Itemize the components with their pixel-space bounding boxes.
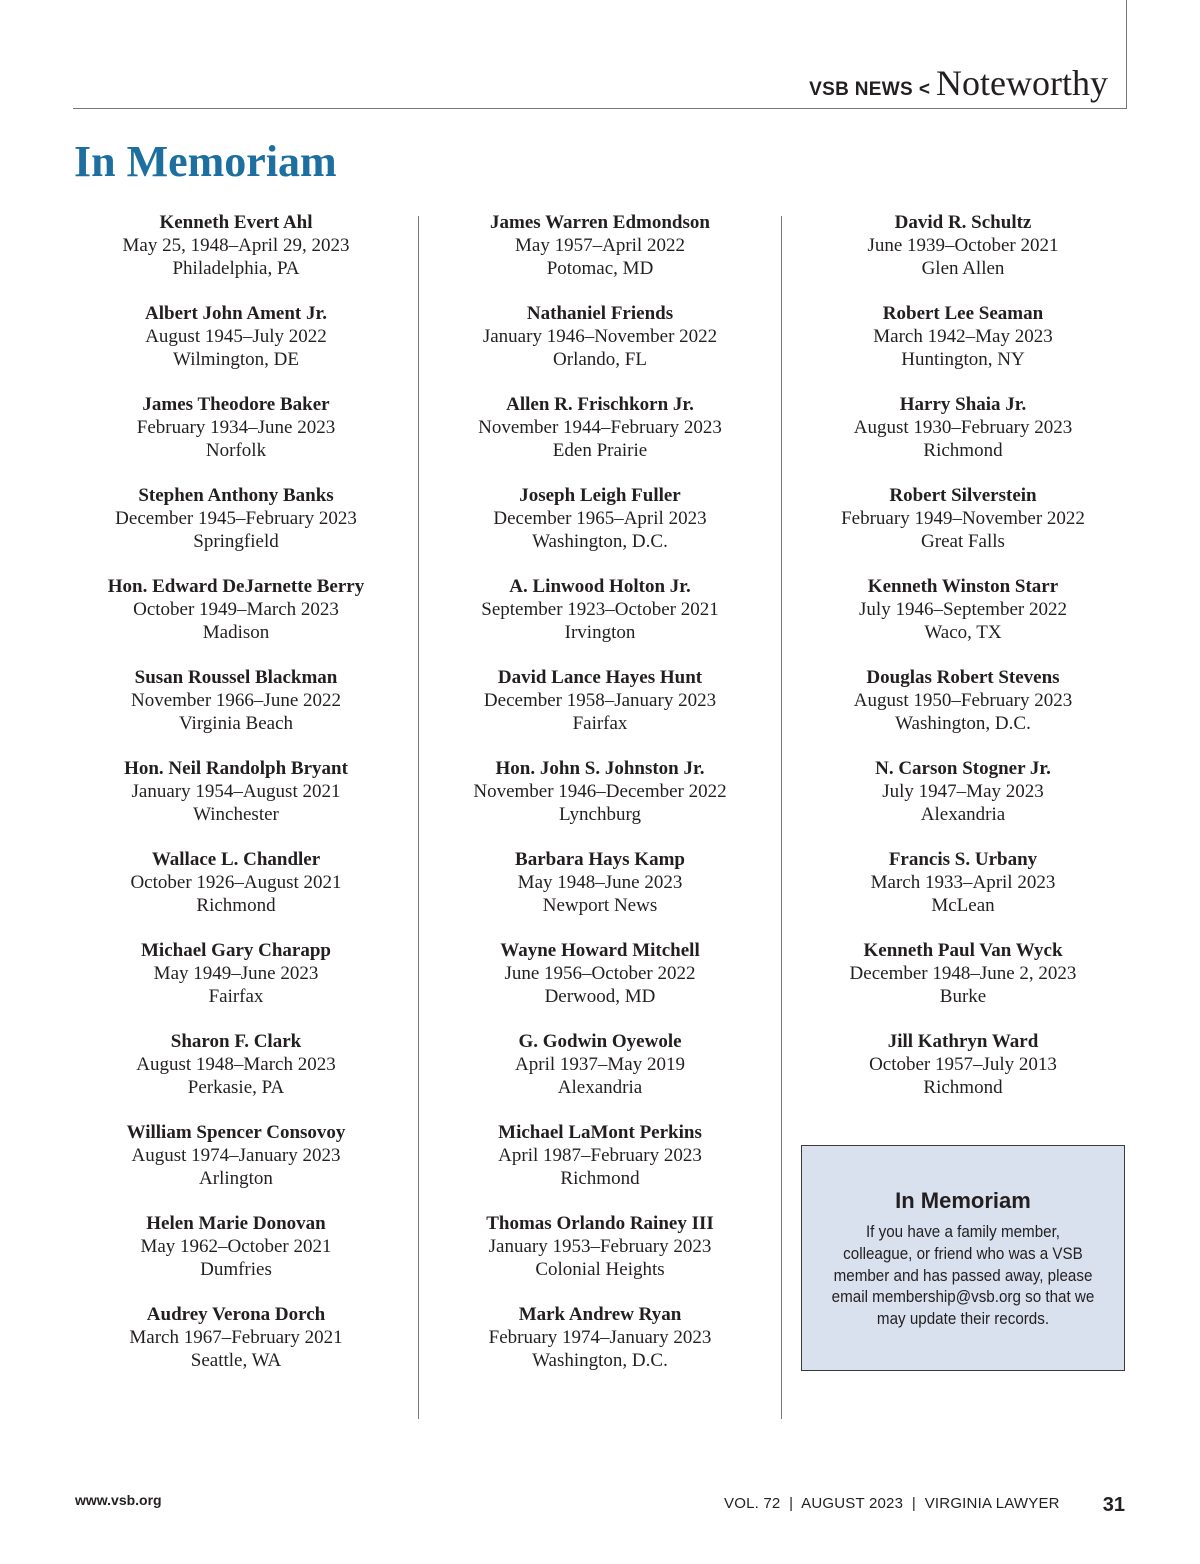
header-horizontal-rule <box>73 108 1127 109</box>
obituary-name: Sharon F. Clark <box>170 1031 302 1052</box>
obituary-name: David R. Schultz <box>894 212 1032 233</box>
obituary-place: Burke <box>939 985 987 1007</box>
obituary-dates: February 1949–November 2022 <box>841 507 1085 529</box>
obituary-name: Kenneth Evert Ahl <box>159 212 313 233</box>
obituary-place: Norfolk <box>205 439 267 461</box>
obituary-place: Colonial Heights <box>535 1258 665 1280</box>
obituary-name: Hon. Neil Randolph Bryant <box>124 758 348 779</box>
obituary-place: Orlando, FL <box>553 348 647 370</box>
page-number: 31 <box>1102 1494 1125 1516</box>
obituary-entry <box>430 303 770 394</box>
obituary-place: Washington, D.C. <box>532 530 668 552</box>
obituary-dates: February 1934–June 2023 <box>136 416 336 438</box>
obituary-entry <box>793 667 1133 758</box>
obituary-entry <box>66 1031 406 1122</box>
obituary-name: Michael LaMont Perkins <box>498 1122 702 1143</box>
section-name: Noteworthy <box>936 63 1108 103</box>
obituary-place: Virginia Beach <box>178 712 294 734</box>
obituary-entry <box>430 212 770 303</box>
obituary-name: A. Linwood Holton Jr. <box>509 576 691 597</box>
obituary-entry <box>66 1304 406 1395</box>
obituary-place: Newport News <box>542 894 658 916</box>
obituary-entry <box>66 1213 406 1304</box>
obituary-dates: May 25, 1948–April 29, 2023 <box>122 234 350 256</box>
obituary-entry <box>793 849 1133 940</box>
obituary-entry <box>66 667 406 758</box>
obituary-name: Douglas Robert Stevens <box>866 667 1060 688</box>
obituary-dates: November 1944–February 2023 <box>478 416 722 438</box>
obituary-name: Stephen Anthony Banks <box>138 485 334 506</box>
obituary-entry <box>430 1304 770 1395</box>
obituary-dates: October 1957–July 2013 <box>869 1053 1057 1075</box>
obituary-name: Michael Gary Charapp <box>141 940 331 961</box>
obituary-dates: May 1957–April 2022 <box>515 234 685 256</box>
obituary-entry <box>430 940 770 1031</box>
column-divider <box>418 216 419 1419</box>
obituary-entry <box>66 303 406 394</box>
obituary-dates: January 1954–August 2021 <box>131 780 341 802</box>
obituary-name: Wallace L. Chandler <box>151 849 321 870</box>
obituary-entry <box>793 940 1133 1031</box>
obituary-dates: November 1946–December 2022 <box>473 780 727 802</box>
obituary-dates: July 1947–May 2023 <box>882 780 1044 802</box>
obituary-entry <box>430 758 770 849</box>
obituary-place: Glen Allen <box>921 257 1005 279</box>
obituary-name: Joseph Leigh Fuller <box>519 485 681 506</box>
footer-issue-text: VOL. 72 | AUGUST 2023 | VIRGINIA LAWYER <box>724 1495 1060 1512</box>
obituary-name: David Lance Hayes Hunt <box>497 667 703 688</box>
obituary-entry <box>793 485 1133 576</box>
page-title: In Memoriam <box>74 137 337 186</box>
obituary-place: McLean <box>931 894 995 916</box>
obituary-place: Philadelphia, PA <box>172 257 300 279</box>
obituary-place: Springfield <box>193 530 279 552</box>
obituary-entry <box>66 576 406 667</box>
obituary-place: Alexandria <box>920 803 1006 825</box>
obituary-entry <box>430 485 770 576</box>
obituary-place: Winchester <box>193 803 279 825</box>
obituary-name: Kenneth Paul Van Wyck <box>863 940 1063 961</box>
obituary-name: Hon. John S. Johnston Jr. <box>495 758 705 779</box>
obituary-place: Madison <box>202 621 270 643</box>
obituary-dates: January 1946–November 2022 <box>482 325 718 347</box>
obituary-name: Albert John Ament Jr. <box>145 303 327 324</box>
obituary-dates: October 1949–March 2023 <box>133 598 339 620</box>
obituary-place: Seattle, WA <box>190 1349 282 1371</box>
callout-title: In Memoriam <box>895 1188 1031 1213</box>
obituary-name: Francis S. Urbany <box>888 849 1038 870</box>
obituary-name: Mark Andrew Ryan <box>518 1304 682 1325</box>
obituary-dates: July 1946–September 2022 <box>859 598 1067 620</box>
obituary-dates: December 1948–June 2, 2023 <box>849 962 1077 984</box>
obituary-name: Barbara Hays Kamp <box>515 849 685 870</box>
obituary-dates: November 1966–June 2022 <box>130 689 342 711</box>
obituary-dates: March 1933–April 2023 <box>870 871 1056 893</box>
obituary-entry <box>793 303 1133 394</box>
obituary-dates: August 1948–March 2023 <box>136 1053 336 1075</box>
column-divider <box>781 216 782 1419</box>
obituary-place: Irvington <box>564 621 636 643</box>
obituary-dates: February 1974–January 2023 <box>488 1326 712 1348</box>
obituary-name: James Warren Edmondson <box>490 212 710 233</box>
obituary-dates: December 1945–February 2023 <box>115 507 357 529</box>
obituary-dates: May 1948–June 2023 <box>517 871 683 893</box>
obituary-name: William Spencer Consovoy <box>126 1122 346 1143</box>
obituary-dates: December 1958–January 2023 <box>483 689 717 711</box>
obituary-entry <box>66 394 406 485</box>
obituary-entry <box>66 940 406 1031</box>
obituary-name: Wayne Howard Mitchell <box>500 940 700 961</box>
obituary-entry <box>430 1031 770 1122</box>
obituary-place: Great Falls <box>921 530 1005 552</box>
obituary-dates: April 1987–February 2023 <box>498 1144 702 1166</box>
obituary-dates: June 1956–October 2022 <box>504 962 696 984</box>
obituary-place: Richmond <box>560 1167 640 1189</box>
obituary-dates: March 1942–May 2023 <box>873 325 1053 347</box>
obituary-place: Richmond <box>923 1076 1003 1098</box>
obituary-dates: March 1967–February 2021 <box>129 1326 343 1348</box>
obituary-place: Waco, TX <box>924 621 1002 643</box>
obituary-place: Arlington <box>199 1167 273 1189</box>
footer-url: www.vsb.org <box>75 1492 162 1508</box>
obituary-name: Helen Marie Donovan <box>146 1213 326 1234</box>
section-label: VSB NEWS <box>809 79 913 100</box>
obituary-place: Perkasie, PA <box>187 1076 285 1098</box>
obituary-place: Richmond <box>923 439 1003 461</box>
obituary-entry <box>793 1031 1133 1122</box>
obituary-dates: August 1950–February 2023 <box>853 689 1073 711</box>
obituary-entry <box>66 485 406 576</box>
memoriam-callout-box <box>801 1145 1125 1371</box>
obituary-dates: May 1962–October 2021 <box>140 1235 332 1257</box>
obituary-place: Fairfax <box>208 985 264 1007</box>
obituary-name: Audrey Verona Dorch <box>146 1304 326 1325</box>
obituary-dates: April 1937–May 2019 <box>515 1053 685 1075</box>
obituary-place: Dumfries <box>200 1258 272 1280</box>
obituary-entry <box>66 212 406 303</box>
obituary-entry <box>793 758 1133 849</box>
obituary-place: Lynchburg <box>559 803 641 825</box>
obituary-entry <box>793 394 1133 485</box>
obituary-entry <box>66 758 406 849</box>
obituary-name: Robert Silverstein <box>889 485 1037 506</box>
header-vertical-rule <box>1126 0 1127 108</box>
obituary-name: Hon. Edward DeJarnette Berry <box>107 576 365 597</box>
obituary-place: Alexandria <box>557 1076 643 1098</box>
obituary-entry <box>430 1213 770 1304</box>
obituary-place: Washington, D.C. <box>532 1349 668 1371</box>
obituary-name: Kenneth Winston Starr <box>867 576 1059 597</box>
obituary-dates: August 1930–February 2023 <box>853 416 1073 438</box>
obituary-column-2 <box>430 212 770 1395</box>
obituary-entry <box>430 667 770 758</box>
obituary-name: G. Godwin Oyewole <box>518 1031 682 1052</box>
obituary-entry <box>793 212 1133 303</box>
obituary-name: Jill Kathryn Ward <box>887 1031 1039 1052</box>
obituary-dates: December 1965–April 2023 <box>493 507 707 529</box>
obituary-dates: August 1974–January 2023 <box>131 1144 341 1166</box>
callout-body: If you have a family member, colleague, or friend who was a VSB member and has passed away, please email membership@vsb.org so that we may update their records. <box>831 1223 1095 1329</box>
obituary-place: Derwood, MD <box>544 985 656 1007</box>
obituary-entry <box>430 849 770 940</box>
obituary-place: Richmond <box>196 894 276 916</box>
section-separator: < <box>918 79 931 100</box>
obituary-place: Fairfax <box>572 712 628 734</box>
running-header <box>809 62 1108 104</box>
obituary-name: N. Carson Stogner Jr. <box>875 758 1051 779</box>
obituary-name: Nathaniel Friends <box>526 303 674 324</box>
obituary-place: Wilmington, DE <box>173 348 299 370</box>
obituary-entry <box>793 576 1133 667</box>
obituary-dates: September 1923–October 2021 <box>481 598 719 620</box>
obituary-place: Washington, D.C. <box>895 712 1031 734</box>
obituary-place: Potomac, MD <box>546 257 654 279</box>
obituary-column-1 <box>66 212 406 1395</box>
obituary-name: Robert Lee Seaman <box>882 303 1044 324</box>
obituary-entry <box>430 1122 770 1213</box>
obituary-name: James Theodore Baker <box>142 394 330 415</box>
obituary-place: Huntington, NY <box>901 348 1025 370</box>
obituary-dates: January 1953–February 2023 <box>488 1235 712 1257</box>
obituary-entry <box>66 849 406 940</box>
obituary-name: Susan Roussel Blackman <box>134 667 338 688</box>
obituary-entry <box>66 1122 406 1213</box>
obituary-place: Eden Prairie <box>552 439 648 461</box>
obituary-dates: August 1945–July 2022 <box>145 325 327 347</box>
footer-issue-info <box>724 1495 1060 1512</box>
obituary-dates: June 1939–October 2021 <box>867 234 1059 256</box>
obituary-dates: October 1926–August 2021 <box>130 871 342 893</box>
obituary-entry <box>430 394 770 485</box>
obituary-name: Allen R. Frischkorn Jr. <box>506 394 694 415</box>
obituary-column-3 <box>793 212 1133 1122</box>
obituary-name: Thomas Orlando Rainey III <box>486 1213 714 1234</box>
obituary-entry <box>430 576 770 667</box>
obituary-dates: May 1949–June 2023 <box>153 962 319 984</box>
obituary-name: Harry Shaia Jr. <box>899 394 1027 415</box>
